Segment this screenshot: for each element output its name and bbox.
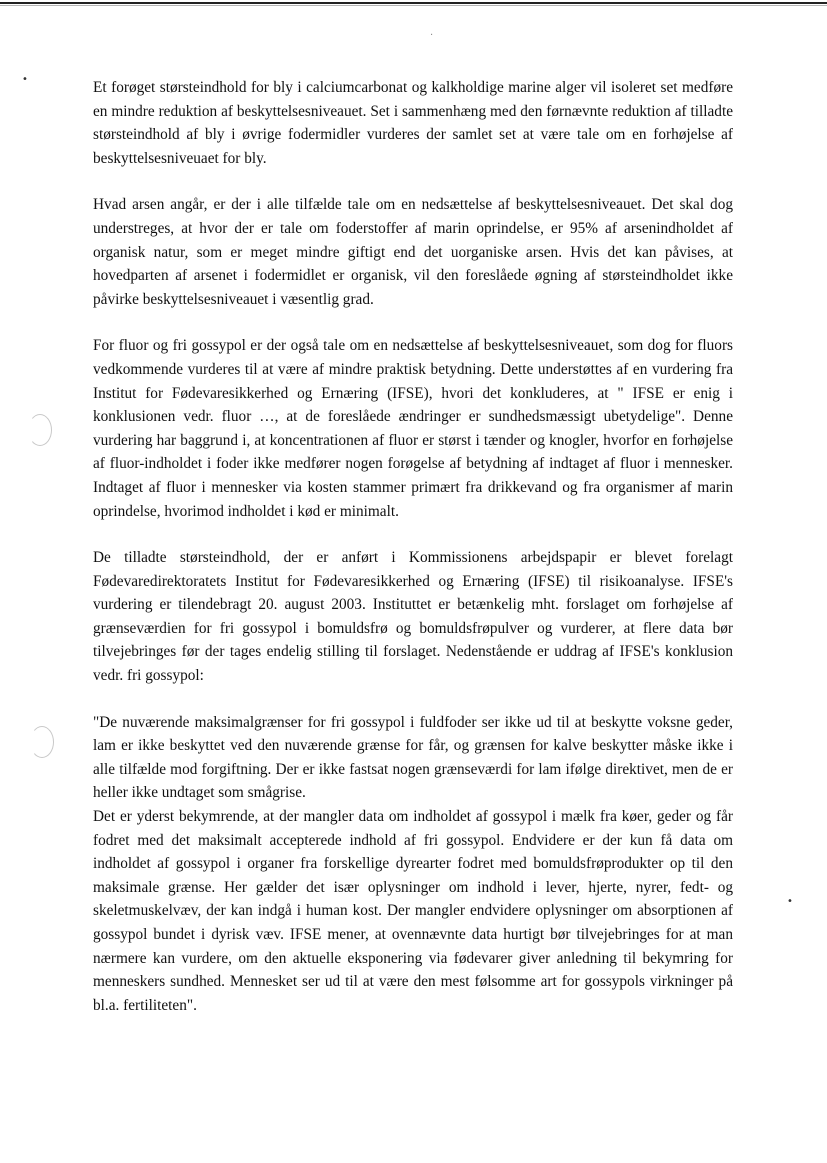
- paragraph-fluorine-gossypol: For fluor og fri gossypol er der også tale om en nedsættelse af beskyttelsesniveauet, som dog for fluors vedkommende vurderes til at være af mindre praktisk betydning. Dette understøttes af en vurdering fra Institut for Fødevaresikkerhed og Ernæring (IFSE), hvori det konkluderes, at " IFSE er enig i konklusionen vedr. fluor …, at de foreslåede ændringer er sundhedsmæssigt ubetydelige". Denne vurdering har baggrund i, at koncentrationen af fluor er størst i tænder og knogler, hvorfor en forhøjelse af fluor-indholdet i foder ikke medfører nogen forøgelse af betydning af indtaget af fluor i mennesker. Indtaget af fluor i mennesker via kosten stammer primært fra drikkevand og fra organismer af marin oprindelse, hvorimod indholdet i kød er minimalt.: [93, 337, 733, 520]
- punch-hole-mark: [30, 726, 54, 758]
- top-border-shadow: [0, 5, 827, 6]
- paragraph-arsenic: Hvad arsen angår, er der i alle tilfælde tale om en nedsættelse af beskyttelsesniveauet. Det skal dog understreges, at hvor der er tale om foderstoffer af marin oprindelse, er 95% af arsenindholdet af organisk natur, som er meget mindre giftigt end det uorganiske arsen. Hvis det kan påvises, at hovedparten af arsenet i fodermidlet er organisk, vil den foreslåede øgning af størsteindholdet ikke påvirke beskyttelsesniveauet i væsentlig grad.: [93, 196, 733, 308]
- scan-speck: •: [787, 896, 793, 907]
- scan-speck: •: [22, 74, 28, 85]
- scan-speck: ·: [430, 30, 434, 41]
- quote-paragraph-concerns: Det er yderst bekymrende, at der mangler data om indholdet af gossypol i mælk fra køer, geder og får fodret med det maksimalt accepterede indhold af fri gossypol. Endvidere er der kun få data om indholdet af gossypol i organer fra forskellige dyrearter fodret med bomuldsfrøprodukter op til den maksimale grænse. Her gælder det især oplysninger om indhold i lever, hjerte, nyrer, fedt- og skeletmuskelvæv, der kan indgå i human kost. Der mangler endvidere oplysninger om absorptionen af gossypol bundet i dyrisk væv. IFSE mener, at ovennævnte data hurtigt bør tilvejebringes for at man nærmere kan vurdere, om den aktuelle eksponering via fødevarer giver anledning til bekymring for menneskers sundhed. Mennesket ser ud til at være den mest følsomme art for gossypols virkninger på bl.a. fertiliteten".: [93, 808, 733, 1014]
- document-body: [93, 76, 733, 1017]
- paragraph-ifse-assessment: De tilladte størsteindhold, der er anført i Kommissionens arbejdspapir er blevet forelagt Fødevaredirektoratets Institut for Fødevaresikkerhed og Ernæring (IFSE) til risikoanalyse. IFSE's vurdering er tilendebragt 20. august 2003. Instituttet er betænkelig mht. forslaget om forhøjelse af grænseværdien for fri gossypol i bomuldsfrø og bomuldsfrøpulver og vurderer, at flere data bør tilvejebringes før der tages endelig stilling til forslaget. Nedenstående er uddrag af IFSE's konklusion vedr. fri gossypol:: [93, 549, 733, 685]
- punch-hole-mark: [28, 414, 52, 446]
- quote-paragraph-limits: "De nuværende maksimalgrænser for fri gossypol i fuldfoder ser ikke ud til at beskytte voksne geder, lam er ikke beskyttet ved den nuværende grænse for får, og grænsen for kalve beskytter måske ikke i alle tilfælde mod forgiftning. Der er ikke fastsat nogen grænseværdi for lam ifølge direktivet, men de er heller ikke undtaget som smågrise.: [93, 713, 733, 802]
- top-border-line: [0, 2, 827, 4]
- paragraph-lead-content: Et forøget størsteindhold for bly i calciumcarbonat og kalkholdige marine alger vil isoleret set medføre en mindre reduktion af beskyttelsesniveauet. Set i sammenhæng med den førnævnte reduktion af tilladte størsteindhold af bly i øvrige fodermidler vurderes der samlet set at være tale om en forhøjelse af beskyttelsesniveuaet for bly.: [93, 79, 733, 167]
